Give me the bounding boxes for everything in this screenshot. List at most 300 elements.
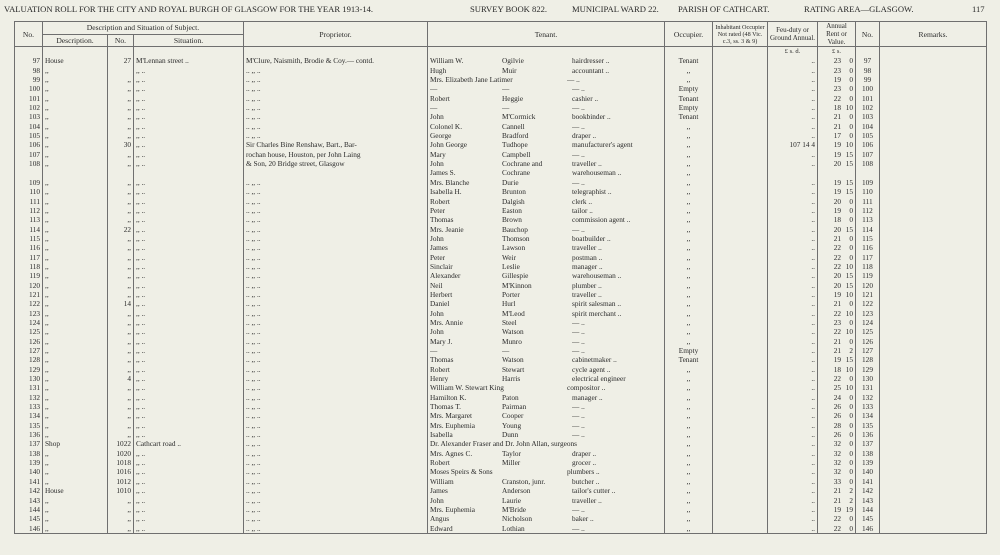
rent-shillings: 0 [849,56,853,66]
row-street-number: 1022 [108,439,134,448]
table-row [15,122,987,131]
row-occupier: Tenant [665,112,713,121]
row-remarks [880,281,987,290]
table-row [15,496,987,505]
rent-pounds: 21 [833,299,841,309]
tenant-first-name: William W. [430,56,464,66]
tenant-first-name: Dr. Alexander Fraser and Dr. John Allan, surgeons [430,439,577,449]
col-no-right: No. [856,22,880,47]
row-tenant [428,122,665,131]
row-proprietor: .. ,, .. [244,112,428,121]
row-remarks [880,346,987,355]
row-occupier: ,, [665,327,713,336]
tenant-surname: — [502,346,510,355]
row-annual-rent [818,112,856,121]
row-tenant [428,281,665,290]
row-tenant [428,439,665,448]
row-number-right: 128 [856,355,880,364]
tenant-surname: Thomson [502,233,530,243]
row-feu-duty: .. [768,122,818,131]
tenant-first-name: Robert [430,458,450,468]
rent-pounds: 20 [833,196,841,206]
row-number-right: 146 [856,524,880,534]
row-inhabitant [713,94,768,103]
row-description: ,, [43,215,108,224]
tenant-first-name: Mary J. [430,336,453,346]
row-situation: ,, .. [134,94,244,103]
rent-pounds: 19 [833,504,841,514]
row-situation: ,, .. [134,514,244,523]
row-annual-rent [818,402,856,411]
row-situation: ,, .. [134,187,244,196]
row-feu-duty: .. [768,66,818,75]
row-situation: ,, .. [134,337,244,346]
rent-shillings: 0 [849,112,853,122]
tenant-surname: Muir [502,65,517,75]
row-proprietor: .. ,, .. [244,75,428,84]
row-street-number: 1012 [108,477,134,486]
rent-shillings: 0 [849,84,853,94]
row-situation: ,, .. [134,75,244,84]
table-row [15,178,987,187]
row-inhabitant [713,290,768,299]
table-row [15,486,987,495]
rent-pounds: 19 [833,149,841,159]
tenant-occupation: boatbuilder .. [572,233,611,243]
tenant-surname: Pairman [502,402,527,412]
row-street-number: ,, [108,122,134,131]
row-number-right: 132 [856,393,880,402]
row-number: 142 [15,486,43,495]
row-remarks [880,66,987,75]
rent-shillings: 0 [849,514,853,524]
rent-pounds: 19 [833,140,841,150]
rent-pounds: 26 [833,430,841,440]
col-annual-rent: Annual Rent or Value. [818,22,856,47]
row-inhabitant [713,225,768,234]
rent-pounds: 32 [833,467,841,477]
row-occupier: ,, [665,159,713,168]
row-feu-duty: .. [768,402,818,411]
row-proprietor: .. ,, .. [244,66,428,75]
row-street-number: 1018 [108,458,134,467]
row-inhabitant [713,56,768,65]
municipal-ward: MUNICIPAL WARD 22. [572,4,659,14]
row-feu-duty: .. [768,421,818,430]
tenant-occupation: spirit merchant .. [572,308,622,318]
row-inhabitant [713,393,768,402]
row-feu-duty: .. [768,383,818,392]
row-remarks [880,402,987,411]
row-tenant [428,337,665,346]
row-annual-rent [818,103,856,112]
row-description: House [43,486,108,495]
rent-shillings: 15 [845,280,853,290]
tenant-first-name: Mrs. Blanche [430,177,470,187]
row-tenant [428,421,665,430]
row-situation: ,, .. [134,150,244,159]
col-description-group: Description and Situation of Subject. [43,22,244,35]
row-number-right: 126 [856,337,880,346]
col-tenant: Tenant. [428,22,665,47]
row-situation: Cathcart road .. [134,439,244,448]
row-feu-duty: .. [768,84,818,93]
row-feu-duty: .. [768,197,818,206]
row-situation: ,, .. [134,84,244,93]
tenant-surname: Bradford [502,131,529,141]
row-description: ,, [43,496,108,505]
row-number-right: 129 [856,365,880,374]
tenant-occupation: traveller .. [572,159,602,169]
rent-pounds: 20 [833,280,841,290]
rent-shillings: 0 [849,336,853,346]
row-occupier: ,, [665,178,713,187]
row-annual-rent [818,197,856,206]
row-description: ,, [43,243,108,252]
row-description: ,, [43,94,108,103]
row-proprietor: .. ,, .. [244,309,428,318]
tenant-surname: M'Kinnon [502,280,532,290]
row-inhabitant [713,458,768,467]
row-feu-duty: .. [768,439,818,448]
row-feu-duty: .. [768,449,818,458]
row-remarks [880,243,987,252]
row-number: 100 [15,84,43,93]
row-inhabitant [713,514,768,523]
row-description: ,, [43,122,108,131]
rent-shillings: 0 [849,215,853,225]
row-occupier: Empty [665,346,713,355]
row-annual-rent [818,477,856,486]
row-annual-rent [818,290,856,299]
tenant-first-name: James [430,243,448,253]
rent-pounds: 22 [833,261,841,271]
tenant-occupation: traveller .. [572,243,602,253]
row-remarks [880,94,987,103]
tenant-surname: Brown [502,215,522,225]
row-annual-rent [818,215,856,224]
row-inhabitant [713,206,768,215]
row-number-right: 125 [856,327,880,336]
tenant-first-name: John [430,112,444,122]
table-row [15,234,987,243]
row-number-right: 117 [856,253,880,262]
tenant-first-name: Mrs. Euphemia [430,504,475,514]
tenant-surname: — [502,103,510,113]
row-feu-duty: .. [768,355,818,364]
rent-pounds: 20 [833,271,841,281]
row-proprietor: .. ,, .. [244,393,428,402]
row-description: ,, [43,206,108,215]
row-situation: ,, .. [134,411,244,420]
row-occupier: ,, [665,496,713,505]
row-street-number: ,, [108,281,134,290]
row-description: ,, [43,66,108,75]
row-number-right: 145 [856,514,880,523]
row-remarks [880,337,987,346]
tenant-occupation: clerk .. [572,196,593,206]
rent-pounds: 22 [833,93,841,103]
row-inhabitant [713,281,768,290]
row-description: ,, [43,281,108,290]
row-street-number: 30 [108,140,134,149]
row-description: ,, [43,337,108,346]
rent-pounds: 19 [833,205,841,215]
row-inhabitant [713,103,768,112]
row-tenant [428,56,665,65]
row-annual-rent [818,393,856,402]
row-proprietor: .. ,, .. [244,383,428,392]
row-inhabitant [713,187,768,196]
tenant-first-name: Thomas [430,355,454,365]
tenant-surname: Cochrane and [502,159,543,169]
tenant-occupation: — .. [572,430,585,440]
row-number: 103 [15,112,43,121]
tenant-first-name: Edward [430,523,453,533]
rent-pounds: 18 [833,103,841,113]
rent-shillings: 2 [849,346,853,355]
row-situation: ,, .. [134,225,244,234]
row-number-right: 106 [856,140,880,149]
row-description: ,, [43,187,108,196]
row-number: 122 [15,299,43,308]
row-number: 129 [15,365,43,374]
tenant-first-name: Colonel K. [430,121,463,131]
row-occupier: ,, [665,262,713,271]
row-proprietor: .. ,, .. [244,253,428,262]
row-feu-duty: .. [768,477,818,486]
row-feu-duty: .. [768,524,818,534]
rent-pounds: 23 [833,84,841,94]
row-tenant [428,112,665,121]
col-description: Description. [43,34,108,47]
table-row [15,253,987,262]
row-description: ,, [43,178,108,187]
row-tenant [428,309,665,318]
rent-shillings: 0 [849,121,853,131]
row-number: 131 [15,383,43,392]
tenant-occupation: — .. [572,402,585,412]
table-row [15,393,987,402]
row-number: 128 [15,355,43,364]
tenant-first-name: John [430,233,444,243]
row-tenant [428,467,665,476]
row-number-right: 130 [856,374,880,383]
tenant-first-name: Mrs. Margaret [430,411,473,421]
row-description: ,, [43,225,108,234]
rent-pounds: 21 [833,486,841,496]
row-remarks [880,496,987,505]
row-street-number: ,, [108,271,134,280]
tenant-surname: Miller [502,458,521,468]
table-row [15,309,987,318]
row-feu-duty: .. [768,411,818,420]
row-remarks [880,458,987,467]
tenant-first-name: John [430,159,444,169]
row-number-right: 121 [856,290,880,299]
row-remarks [880,187,987,196]
row-feu-duty: .. [768,309,818,318]
row-situation: ,, .. [134,318,244,327]
row-tenant [428,225,665,234]
row-occupier: ,, [665,411,713,420]
row-feu-duty: .. [768,243,818,252]
row-proprietor: .. ,, .. [244,122,428,131]
row-situation: ,, .. [134,234,244,243]
row-occupier: ,, [665,122,713,131]
rent-pounds: 32 [833,439,841,449]
row-tenant [428,346,665,355]
row-occupier: ,, [665,449,713,458]
tenant-occupation: telegraphist .. [572,187,612,197]
row-occupier: ,, [665,168,713,177]
tenant-first-name: William W. Stewart King [430,383,504,393]
row-occupier: ,, [665,290,713,299]
rent-pounds: 23 [833,65,841,75]
row-street-number: ,, [108,337,134,346]
row-number: 134 [15,411,43,420]
row-description: ,, [43,159,108,168]
row-occupier: ,, [665,477,713,486]
page-header [0,4,1000,18]
row-street-number: ,, [108,75,134,84]
rent-pounds: 19 [833,289,841,299]
rent-pounds: 19 [833,187,841,197]
row-inhabitant [713,309,768,318]
table-row [15,197,987,206]
row-street-number: 1020 [108,449,134,458]
row-description: ,, [43,197,108,206]
row-situation: ,, .. [134,215,244,224]
row-tenant [428,187,665,196]
row-proprietor: .. ,, .. [244,514,428,523]
tenant-occupation: cabinetmaker .. [572,355,617,365]
row-situation: M'Lennan street .. [134,56,244,65]
col-inhabitant-occupier: Inhabitant Occupier Not rated (48 Vic. c.3, ss. 3 & 9) [713,22,768,47]
rent-shillings: 10 [845,261,853,271]
row-street-number: ,, [108,514,134,523]
row-proprietor: .. ,, .. [244,131,428,140]
tenant-first-name: Alexander [430,271,461,281]
row-tenant [428,299,665,308]
tenant-surname: Paton [502,392,519,402]
rent-shillings: 0 [849,243,853,253]
row-annual-rent [818,66,856,75]
row-proprietor: .. ,, .. [244,299,428,308]
tenant-occupation: baker .. [572,514,594,524]
row-annual-rent [818,271,856,280]
row-proprietor: .. ,, .. [244,355,428,364]
tenant-occupation: butcher .. [572,476,600,486]
row-annual-rent [818,346,856,355]
row-number: 137 [15,439,43,448]
row-tenant [428,262,665,271]
tenant-first-name: Robert [430,93,450,103]
tenant-occupation: — .. [572,177,585,187]
row-situation: ,, .. [134,430,244,439]
row-situation: ,, .. [134,477,244,486]
row-number-right: 109 [856,178,880,187]
rent-shillings: 15 [845,159,853,169]
tenant-first-name: John [430,308,444,318]
row-street-number: ,, [108,505,134,514]
rent-pounds: 21 [833,346,841,355]
row-proprietor: .. ,, .. [244,486,428,495]
row-annual-rent [818,84,856,93]
rent-pounds: 22 [833,374,841,384]
row-description: ,, [43,271,108,280]
row-number: 133 [15,402,43,411]
row-situation: ,, .. [134,486,244,495]
row-tenant [428,234,665,243]
rent-pounds: 20 [833,159,841,169]
rent-pounds: 25 [833,383,841,393]
row-annual-rent [818,486,856,495]
row-feu-duty: .. [768,187,818,196]
row-occupier: ,, [665,439,713,448]
row-number-right: 116 [856,243,880,252]
tenant-occupation: bookbinder .. [572,112,611,122]
row-situation: ,, .. [134,449,244,458]
row-street-number: ,, [108,197,134,206]
row-inhabitant [713,168,768,177]
rent-shillings: 0 [849,374,853,384]
rent-shillings: 0 [849,196,853,206]
tenant-occupation: manager .. [572,261,603,271]
row-feu-duty: .. [768,514,818,523]
row-number-right: 138 [856,449,880,458]
row-annual-rent [818,262,856,271]
tenant-occupation: — .. [572,523,585,533]
row-situation: ,, .. [134,290,244,299]
row-feu-duty: .. [768,262,818,271]
tenant-first-name: Mrs. Jeanie [430,224,464,234]
row-annual-rent [818,337,856,346]
row-inhabitant [713,327,768,336]
row-proprietor: .. ,, .. [244,243,428,252]
row-feu-duty: .. [768,365,818,374]
tenant-first-name: Daniel [430,299,450,309]
row-feu-duty: .. [768,271,818,280]
tenant-occupation: traveller .. [572,289,602,299]
table-row [15,514,987,523]
row-occupier: ,, [665,66,713,75]
row-street-number: 22 [108,225,134,234]
row-annual-rent [818,168,856,177]
tenant-first-name: — [430,84,438,94]
row-street-number: ,, [108,150,134,159]
row-number-right: 108 [856,159,880,168]
table-row [15,439,987,448]
row-number: 139 [15,458,43,467]
row-tenant [428,524,665,534]
row-proprietor: .. ,, .. [244,197,428,206]
row-number: 107 [15,150,43,159]
rating-area: RATING AREA—GLASGOW. [804,4,914,14]
row-annual-rent [818,318,856,327]
tenant-occupation: tailor .. [572,205,593,215]
tenant-occupation: cycle agent .. [572,364,611,374]
row-feu-duty: .. [768,253,818,262]
row-inhabitant [713,430,768,439]
row-annual-rent [818,281,856,290]
row-remarks [880,122,987,131]
row-proprietor: .. ,, .. [244,524,428,534]
rent-pounds: 21 [833,495,841,505]
row-proprietor: .. ,, .. [244,374,428,383]
row-tenant [428,318,665,327]
row-number: 101 [15,94,43,103]
